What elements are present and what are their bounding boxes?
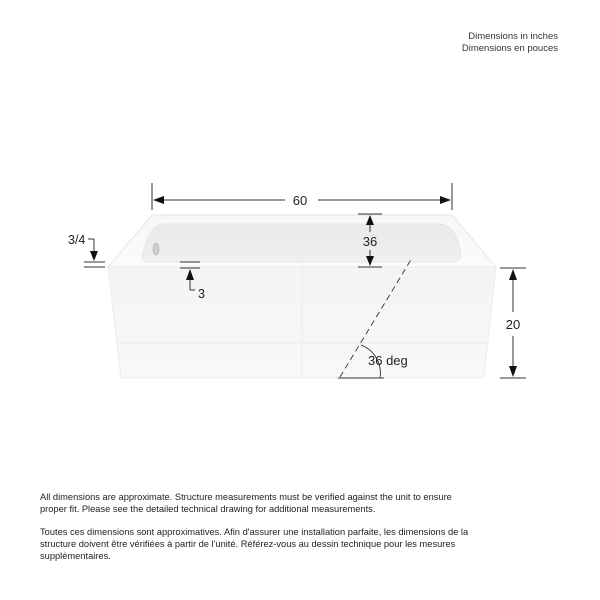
overflow-drain: [153, 243, 159, 255]
dimension-rim: [84, 239, 105, 267]
inner-depth-label: 36: [362, 234, 378, 249]
tub-basin: [142, 224, 460, 262]
rim-label: 3/4: [68, 233, 86, 247]
disclaimer-english: All dimensions are approximate. Structure measurements must be verified against the unit to ensure proper fit. Please see the detailed technical drawing for additional measurements.: [40, 492, 452, 514]
length-label: 60: [292, 193, 308, 208]
bathtub-illustration: [108, 215, 496, 378]
ledge-label: 3: [198, 287, 205, 301]
disclaimer-french: Toutes ces dimensions sont approximatives. Afin d'assurer une installation parfaite, les dimensions de la structure doivent être vérifiées à partir de l'unité. Référez-vous au dessin technique pour les mesures supplémentaires.: [40, 527, 469, 561]
units-english: Dimensions in inches: [468, 31, 558, 42]
units-french: Dimensions en pouces: [461, 43, 558, 54]
disclaimer-notes: [40, 491, 480, 573]
angle-label: 36 deg: [368, 353, 408, 368]
height-label: 20: [505, 317, 521, 332]
